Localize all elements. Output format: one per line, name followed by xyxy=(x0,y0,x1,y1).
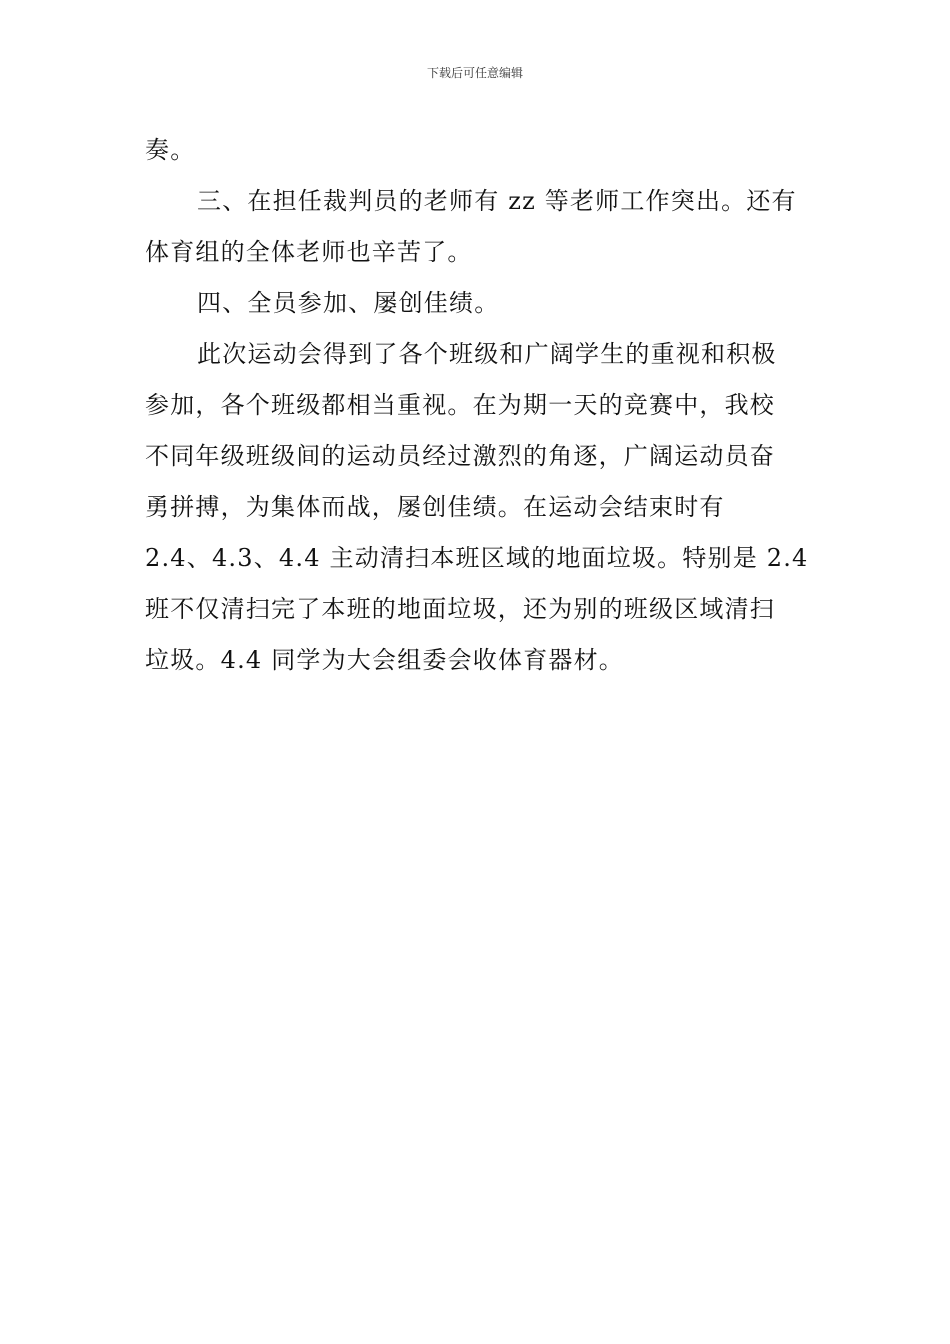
body-line: 三、在担任裁判员的老师有 zz 等老师工作突出。还有 xyxy=(197,187,797,215)
body-line: 体育组的全体老师也辛苦了。 xyxy=(145,238,473,266)
body-line: 2.4、4.3、4.4 主动清扫本班区域的地面垃圾。特别是 2.4 xyxy=(145,544,809,572)
body-line: 参加，各个班级都相当重视。在为期一天的竞赛中，我校 xyxy=(145,391,775,419)
body-line: 不同年级班级间的运动员经过激烈的角逐，广阔运动员奋 xyxy=(145,442,775,470)
body-line: 此次运动会得到了各个班级和广阔学生的重视和积极 xyxy=(197,340,777,368)
body-line: 四、全员参加、屡创佳绩。 xyxy=(197,289,500,317)
body-line: 垃圾。4.4 同学为大会组委会收体育器材。 xyxy=(145,646,624,674)
document-body xyxy=(145,125,810,686)
body-line: 班不仅清扫完了本班的地面垃圾，还为别的班级区域清扫 xyxy=(145,595,775,623)
page-header-note: 下载后可任意编辑 xyxy=(426,66,523,80)
body-line: 勇拼搏，为集体而战，屡创佳绩。在运动会结束时有 xyxy=(145,493,725,521)
body-line: 奏。 xyxy=(145,136,196,164)
